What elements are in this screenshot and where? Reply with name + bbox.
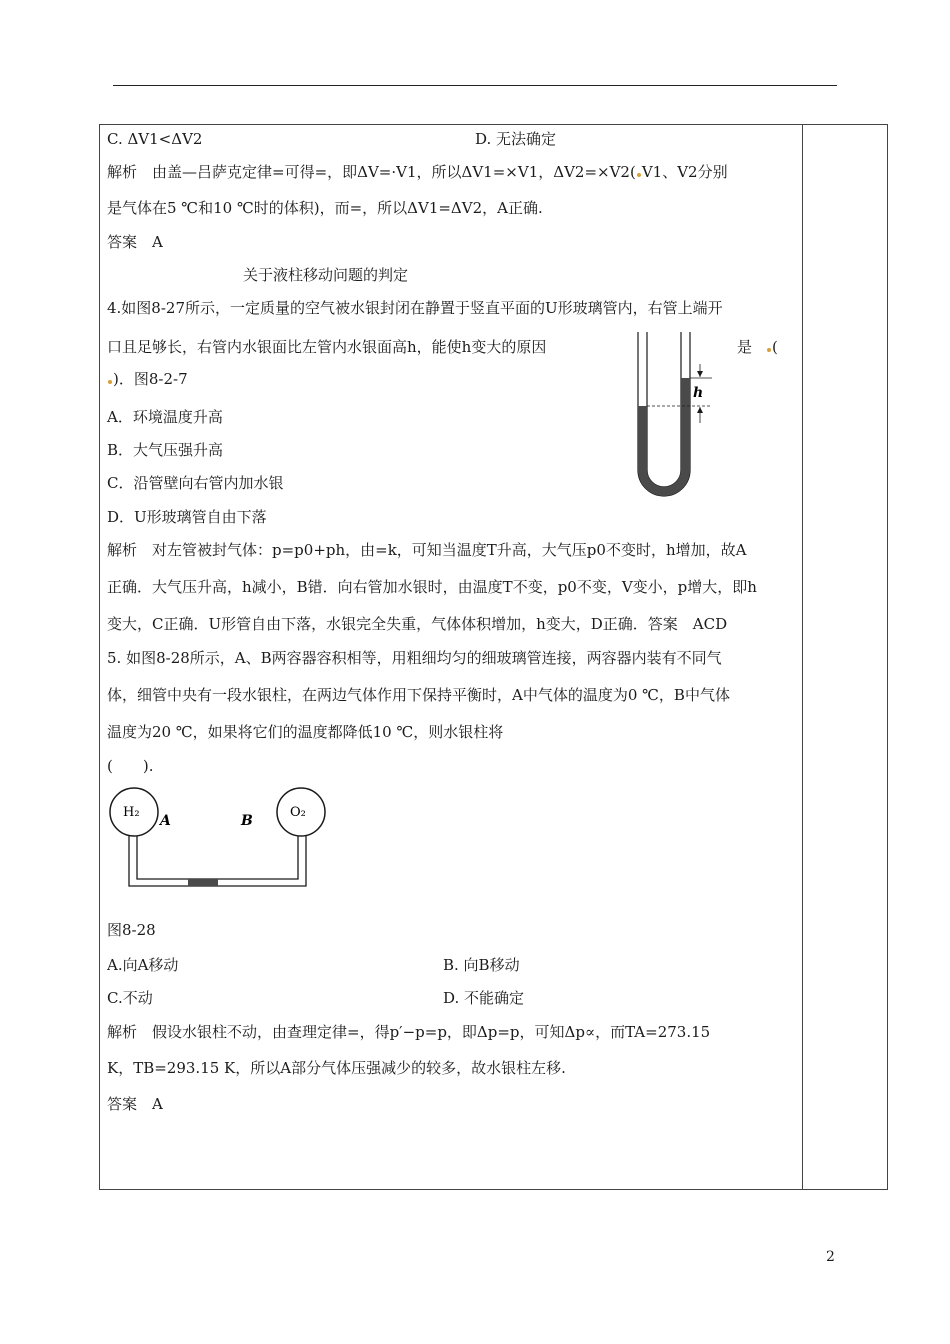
- q5-line4: ( ).: [107, 757, 154, 775]
- q5-option-a: A.向A移动: [107, 956, 179, 974]
- q4-option-b: B．大气压强升高: [107, 441, 224, 459]
- q5-option-d: D. 不能确定: [443, 989, 525, 1007]
- tube-inner: [137, 836, 298, 879]
- bulbs-figure: [105, 782, 335, 892]
- utube-inner-wall: [647, 332, 681, 487]
- frame-divider: [802, 124, 803, 1190]
- answer3: 答案 A: [107, 233, 163, 251]
- q4-analysis-line2: 正确．大气压升高，h减小，B错．向右管加水银时，由温度T不变，p0不变，V变小，p增大，即h: [107, 578, 757, 596]
- q4-line2-paren: (: [772, 338, 778, 356]
- h-arrowhead-top: [697, 371, 703, 377]
- q5-option-c: C.不动: [107, 989, 153, 1007]
- fig28-caption: 图8-28: [107, 921, 156, 939]
- q5-analysis-line2: K，TB=293.15 K，所以A部分气体压强减少的较多，故水银柱左移.: [107, 1059, 566, 1077]
- q5-analysis-line1: 解析 假设水银柱不动，由查理定律=，得p′−p=p，即Δp=p，可知Δp∝，而TA=273.15: [107, 1023, 711, 1041]
- q5-option-b: B. 向B移动: [443, 956, 520, 974]
- q4-line3: [107, 369, 188, 389]
- bulb-b-label: B: [241, 813, 253, 829]
- q4-option-a: A．环境温度升高: [107, 408, 223, 426]
- q4-line3-text: )．图8-2-7: [113, 370, 188, 388]
- analysis3-line1-tail: V1、V2分别: [641, 163, 728, 181]
- annotation-mark: [637, 173, 641, 177]
- h-label: h: [693, 385, 704, 401]
- q5-line1: 5. 如图8-28所示，A、B两容器容积相等，用粗细均匀的细玻璃管连接，两容器内装有不同气: [107, 649, 722, 667]
- mercury-plug: [188, 879, 218, 886]
- header-rule: [113, 85, 837, 86]
- q4-analysis-line3: 变大，C正确．U形管自由下落，水银完全失重，气体体积增加，h变大，D正确．答案 ACD: [107, 615, 728, 633]
- q4-analysis-line1: 解析 对左管被封气体：p=p0+ph，由=k，可知当温度T升高，大气压p0不变时，h增加，故A: [107, 541, 747, 559]
- bulb-a-label: A: [160, 813, 171, 829]
- analysis3-line1-text: 解析 由盖—吕萨克定律=可得=，即ΔV=·V1，所以ΔV1=×V1，ΔV2=×V2(: [107, 163, 636, 181]
- answer5: 答案 A: [107, 1095, 163, 1113]
- utube-figure: [620, 328, 730, 506]
- bulb-a-gas: H₂: [123, 805, 140, 820]
- section-heading: 关于液柱移动问题的判定: [243, 266, 409, 284]
- analysis3-line2: 是气体在5 ℃和10 ℃时的体积)，而=，所以ΔV1=ΔV2，A正确.: [107, 199, 543, 217]
- annotation-mark: [767, 348, 771, 352]
- q4-line2-right: [737, 337, 778, 357]
- h-arrowhead-bottom: [697, 407, 703, 413]
- q4-option-c: C．沿管壁向右管内加水银: [107, 474, 284, 492]
- page-number: 2: [826, 1249, 835, 1265]
- q5-line2: 体，细管中央有一段水银柱，在两边气体作用下保持平衡时，A中气体的温度为0 ℃，B中气体: [107, 686, 730, 704]
- analysis3-line1: [107, 162, 728, 182]
- q4-line2: 口且足够长，右管内水银面比左管内水银面高h，能使h变大的原因: [107, 338, 547, 356]
- annotation-mark: [108, 380, 112, 384]
- option-c-dv: C. ΔV1<ΔV2: [107, 130, 203, 148]
- option-d-dv: D. 无法确定: [475, 130, 557, 148]
- q5-line3: 温度为20 ℃，如果将它们的温度都降低10 ℃，则水银柱将: [107, 723, 504, 741]
- mercury-column: [638, 378, 690, 496]
- q4-option-d: D．U形玻璃管自由下落: [107, 508, 267, 526]
- q4-line2-right-text: 是: [737, 338, 753, 356]
- q4-line1: 4.如图8-27所示，一定质量的空气被水银封闭在静置于竖直平面的U形玻璃管内，右管上端开: [107, 299, 723, 317]
- bulb-b-gas: O₂: [290, 805, 306, 820]
